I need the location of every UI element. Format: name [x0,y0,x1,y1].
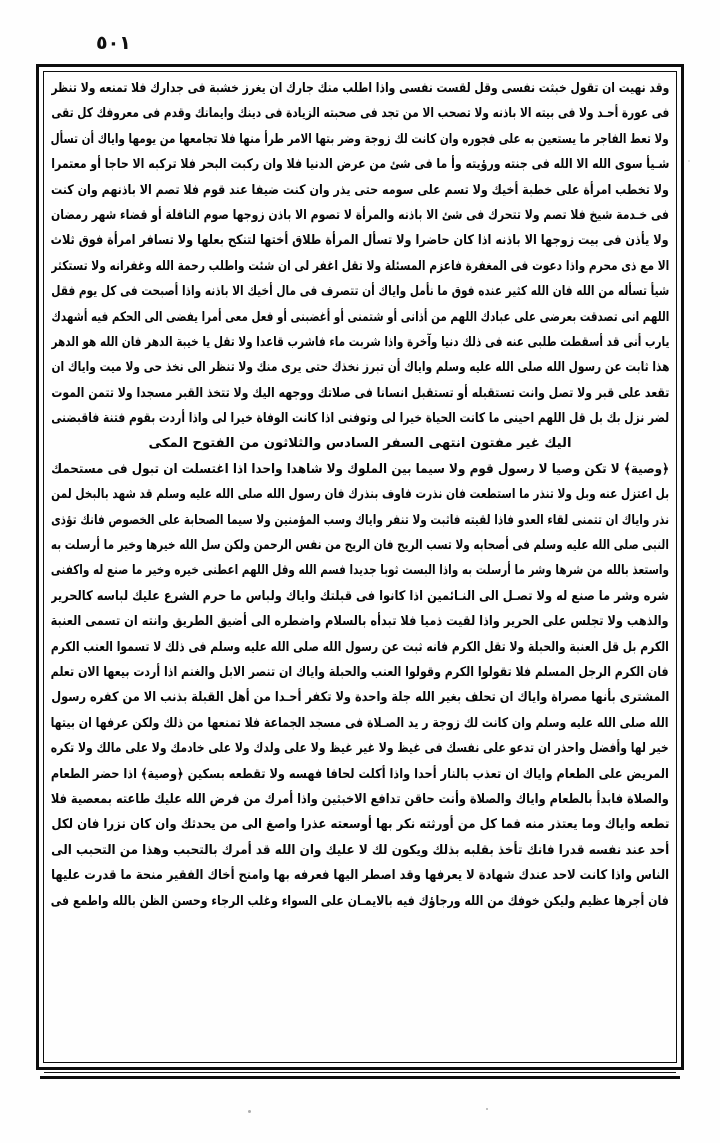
text-line: تطعه واياك وما يعتذر منه فما كل من أورثته نكر بها أوسعته عذرا واصغ الى من يحدثك وان كان نزرا فان لكل [51,817,669,833]
text-line: الا مع ذى محرم واذا دعوت فى المغفرة فاعزم المسئلة ولا تقل اغفر لى ان شئت واطلب رحمة الله وغفرانه ولا تستكثر [51,258,669,274]
text-line: الناس واذا كانت لاحد عندك شهادة لا يعرفها وقد اصطر اليها فعرفه بها وامنح أخاك الفقير منحة ما قدرت عليها [51,868,669,884]
text-line: شـيأ سوى الله الا الله فى جنته ورؤيته وأ ما فى شئ من عرض الدنيا فلا وان ركبت البحر فلا تركبه الا حاجا أو معتمرا [51,157,669,173]
text-line: والصلاة فابدأ بالطعام واياك والصلاة وأنت حاقن تدافع الاخبثين واذا أمرك من فرض الله عليك طاعته بمعصية فلا [51,791,669,807]
text-line: هذا ثابت عن رسول الله صلى الله عليه وسلم واياك أن تبرز نخذك حتى يرى منك ولا تنظر الى نخذ حى ولا ميت واياك ان [51,360,669,376]
text-line: الكرم بل قل العنبة والحبلة ولا تقل الكرم فانه ثبت عن رسول الله صلى الله عليه وسلم فى ذلك لا تسموا العنب الكرم [51,639,669,655]
text-line: فى عورة أحـد ولا فى بيته الا باذنه ولا تصحب الا من تجد فى صحبته الزيادة فى دينك وايمانك وقدم فى معروفك كل تقى [51,106,669,122]
text-line: فان الكرم الرجل المسلم فلا تقولوا الكرم وقولوا العنب والحبلة واياك ان تنصر الابل والغنم اذا أردت بيعها الان تعلم [51,664,669,680]
text-line: يارب أنى قد أسقطت طلبى عنه فى ذلك دنيا وآخرة واذا شربت ماء فاشرب قاعدا ولا تقل يا خيبة الدهر فان الله هو الدهر [51,334,669,350]
text-line: ولا يأذن فى بيت زوجها الا باذنه اذا كان حاضرا ولا تسأل المرأة طلاق أختها لتنكح بعلها ولا تسافر امرأة فوق ثلاث [51,233,669,249]
text-line-wasiyya-inline: المريض على الطعام واياك ان تعذب بالنار أحدا واذا أكلت لحافا فهسه ولا تقطعه بسكين ﴿وصية﴾ اذا حضر الطعام [51,766,669,782]
text-line: اللهم انى تصدقت بعرضى على عبادك اللهم من أذانى أو شتمنى أو أغضبنى أو فعل معى أمرا يفضى الى الحكم فيه أشهدك [51,309,669,325]
text-line: شيأ تسأله من الله فان الله كثير عنده فوق ما نأمل واياك أن تتصرف فى مال أخيك الا باذنه واذا أصبحت فى كل يوم فقل [51,284,669,300]
text-line: لضر نزل بك بل قل اللهم احينى ما كانت الحياة خيرا لى وتوفنى اذا كانت الوفاة خيرا لى واذا أردت بقوم فتنة فاقبضنى [51,411,669,427]
scan-speckle [248,1110,251,1113]
page-number: ٥٠١ [96,32,131,54]
text-line: خير لها وأفضل واحذر ان تدعو على نفسك فى غيظ ولا غير غيظ ولا على ولدك ولا على خادمك ولا على مالك ولا تكره [51,741,669,757]
text-line: والذهب ولا تجلس على الحرير واذا لقيت ذميا فلا تبدأه بالسلام واضطره الى أضيق الطريق وانته ان تسمى العنبة [51,614,669,630]
text-line-wasiyya-start: ﴿وصية﴾ لا تكن وصيا لا رسول قوم ولا سيما بين الملوك ولا شاهدا واحدا اذا اغتسلت ان تبول فى مستحمك [51,461,669,477]
text-line: نذر واياك ان تتمنى لقاء العدو فاذا لقيته فاثبت ولا تنفر واياك وسب المؤمنين ولا سيما الصحابة على الخصوص فانك تؤذى [51,512,669,528]
text-line: فى خـدمة شيخ فلا تصم ولا تتحرك فى شئ الا باذنه والمرأة لا تصوم الا باذن زوجها صوم النافلة أو قضاء شهر رمضان [51,207,669,223]
bottom-rule-thin [44,1072,676,1073]
scan-speckle [486,1108,488,1110]
text-line: ولا تخطب امرأة على خطبة أخيك ولا تسم على سومه حتى يذر وان كنت ضيفا عند قوم فلا تصم الا باذنهم وان كنت [51,182,669,198]
text-line: ولا تعط الفاجر ما يستعين به على فجوره وان كانت لك زوجة وضر بتها الامر طرأ منها فلا تجامعها من يومها واياك أن تسأل [51,131,669,147]
text-line: واستعذ بالله من شرها وشر ما أرسلت به واذا البست ثوبا جديدا فسم الله وقل اللهم اعطنى خيره وخير ما صنع له واكفنى [51,563,669,579]
page-border-frame [36,64,684,1070]
text-line: النبى صلى الله عليه وسلم فى أصحابه ولا تسب الريح فان الريح من نفس الرحمن ولكن سل الله خيرها وخير ما أرسلت به [51,538,669,554]
text-line: فان أجرها عظيم وليكن خوفك من الله ورجاؤك فيه بالايمـان على السواء وغلب الرجاء وحسن الظن بالله واطمع فى [51,893,669,909]
scan-speckle [688,160,690,162]
text-line: وقد نهيت ان تقول خبثت نفسى وقل لقست نفسى واذا اطلب منك جارك ان يغرز خشبة فى جدارك فلا تمنعه ولا تنظر [51,81,669,96]
text-line: أحد عند نفسه قدرا فانك تأخذ بقلبه بذلك ويكون لك لا عليك وان الله قد أمرك بالتحبب وهذا من التحبب الى [51,842,669,858]
text-line: بل اعتزل عنه وبل ولا تنذر ما استطعت فان نذرت فاوف بنذرك فان رسول الله صلى الله عليه وسلم قد شهد بالبخل لمن [51,487,669,503]
page-border-inner [43,71,677,1063]
text-line: الله صلى الله عليه وسلم وان كانت لك زوجة ر يد الصـلاة فى مسجد الجماعة فلا تمنعها من ذلك ولكن عرفها ان بيتها [51,715,669,731]
text-line: تقعد على قبر ولا تصل وانت تستقبله أو تستقبل انسانا فى صلاتك ووجهه اليك ولا تتخذ القبر مسجدا ولا تتمن الموت [51,385,669,401]
text-line: المشترى بأنها مصراة واياك ان تحلف بغير الله جلة واحدة ولا تكفر أحـدا من أهل القبلة بذنب الا من كفره رسول [51,690,669,706]
text-line-section-end: اليك غير مفتون انتهى السفر السادس والثلاثون من الفتوح المكى [148,436,572,452]
bottom-rule-thick [40,1076,680,1079]
body-text-block [51,76,669,1060]
text-line: شره وشر ما صنع له ولا تصـل الى النـائمين اذا كانوا فى قبلتك واياك ولباس ما حرم الشرع عليك لباسه كالحرير [51,588,669,604]
